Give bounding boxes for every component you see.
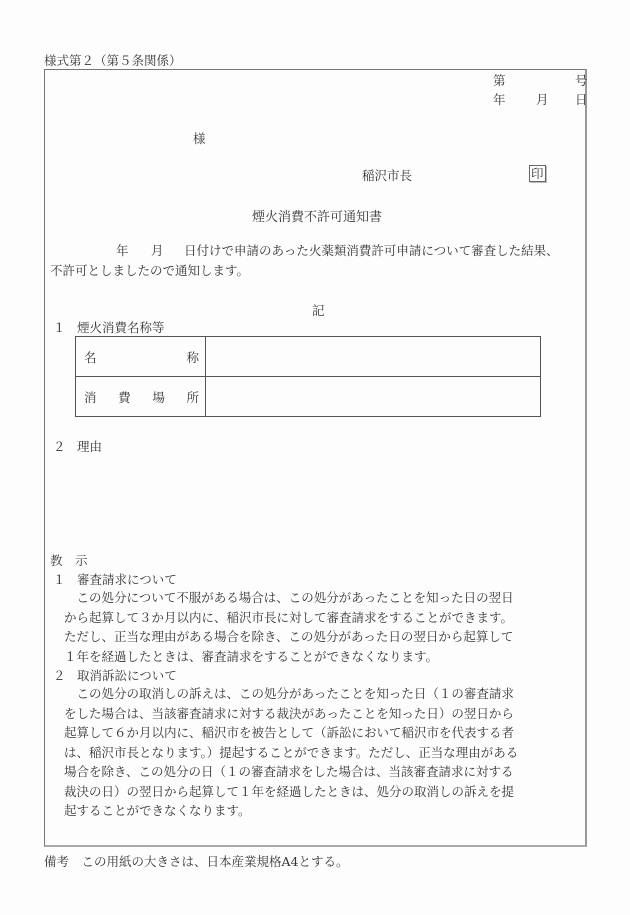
number-prefix: 第 [493, 73, 506, 88]
intro-year: 年 [116, 243, 129, 258]
reason-value[interactable] [77, 457, 577, 542]
instruction1-body [64, 588, 514, 666]
section1-number: １ [53, 320, 66, 335]
label-char: 称 [186, 349, 199, 365]
instruction1-heading: 審査請求について [77, 572, 177, 587]
label-char: 名 [84, 349, 97, 365]
ki-label: 記 [312, 303, 325, 318]
instruction2-number: ２ [53, 668, 66, 683]
instruction2-line: この処分の取消しの訴えは、この処分があったことを知った日（１の審査請求 [64, 686, 514, 701]
instruction1-line: ただし、正当な理由がある場合を除き、この処分があった日の翌日から起算して [64, 629, 514, 644]
intro-line1: 日付けで申請のあった火薬類消費許可申請について審査した結果、 [184, 243, 559, 258]
instruction-heading: 教 示 [50, 553, 88, 568]
label-char: 消 [84, 389, 97, 405]
remark-note: 備考 この用紙の大きさは、日本産業規格A4とする。 [44, 854, 349, 869]
section2-heading: 理由 [77, 439, 103, 454]
intro-month: 月 [151, 243, 164, 258]
seal-mark: 印 [531, 166, 544, 181]
name-location-table [75, 336, 541, 417]
addressee-suffix: 様 [193, 131, 206, 146]
intro-line2: 不許可としましたので通知します。 [50, 263, 250, 278]
instruction1-number: １ [53, 572, 66, 587]
name-value-cell[interactable] [206, 337, 541, 377]
date-day: 日 [575, 92, 588, 107]
location-value-cell[interactable] [206, 377, 541, 417]
document-title: 煙火消費不許可通知書 [252, 210, 383, 225]
issuer: 稲沢市長 [362, 168, 413, 183]
instruction2-line: 起することができなくなります。 [64, 803, 251, 818]
instruction2-heading: 取消訴訟について [77, 668, 177, 683]
label-char: 場 [152, 389, 165, 405]
instruction1-line: １年を経過したときは、審査請求をすることができなくなります。 [64, 648, 439, 664]
instruction2-body [64, 684, 518, 821]
name-label-cell [76, 337, 206, 377]
label-char: 所 [186, 389, 199, 405]
instruction2-line: 裁決の日）の翌日から起算して１年を経過したときは、処分の取消しの訴えを提 [64, 783, 515, 799]
date-year: 年 [493, 92, 506, 107]
form-label: 様式第２（第５条関係） [44, 53, 182, 68]
label-char: 費 [118, 389, 131, 405]
number-suffix: 号 [575, 73, 588, 88]
section1-heading: 煙火消費名称等 [77, 320, 165, 335]
table-row-name [76, 337, 541, 377]
location-label-cell [76, 377, 206, 417]
instruction2-line: は、稲沢市長となります。）提起することができます。ただし、正当な理由がある [64, 744, 519, 760]
instruction1-line: この処分について不服がある場合は、この処分があったことを知った日の翌日 [64, 590, 514, 605]
instruction2-line: をした場合は、当該審査請求に対する裁決があったことを知った日）の翌日から [64, 705, 514, 721]
instruction2-line: 場合を除き、この処分の日（１の審査請求をした場合は、当該審査請求に対する [64, 764, 514, 779]
section2-number: ２ [53, 439, 66, 454]
instruction1-line: から起算して３か月以内に、稲沢市長に対して審査請求をすることができます。 [64, 609, 514, 625]
instruction2-line: 起算して６か月以内に、稲沢市を被告として（訴訟において稲沢市を代表する者 [64, 725, 515, 740]
date-month: 月 [536, 92, 549, 107]
table-row-location [76, 377, 541, 417]
